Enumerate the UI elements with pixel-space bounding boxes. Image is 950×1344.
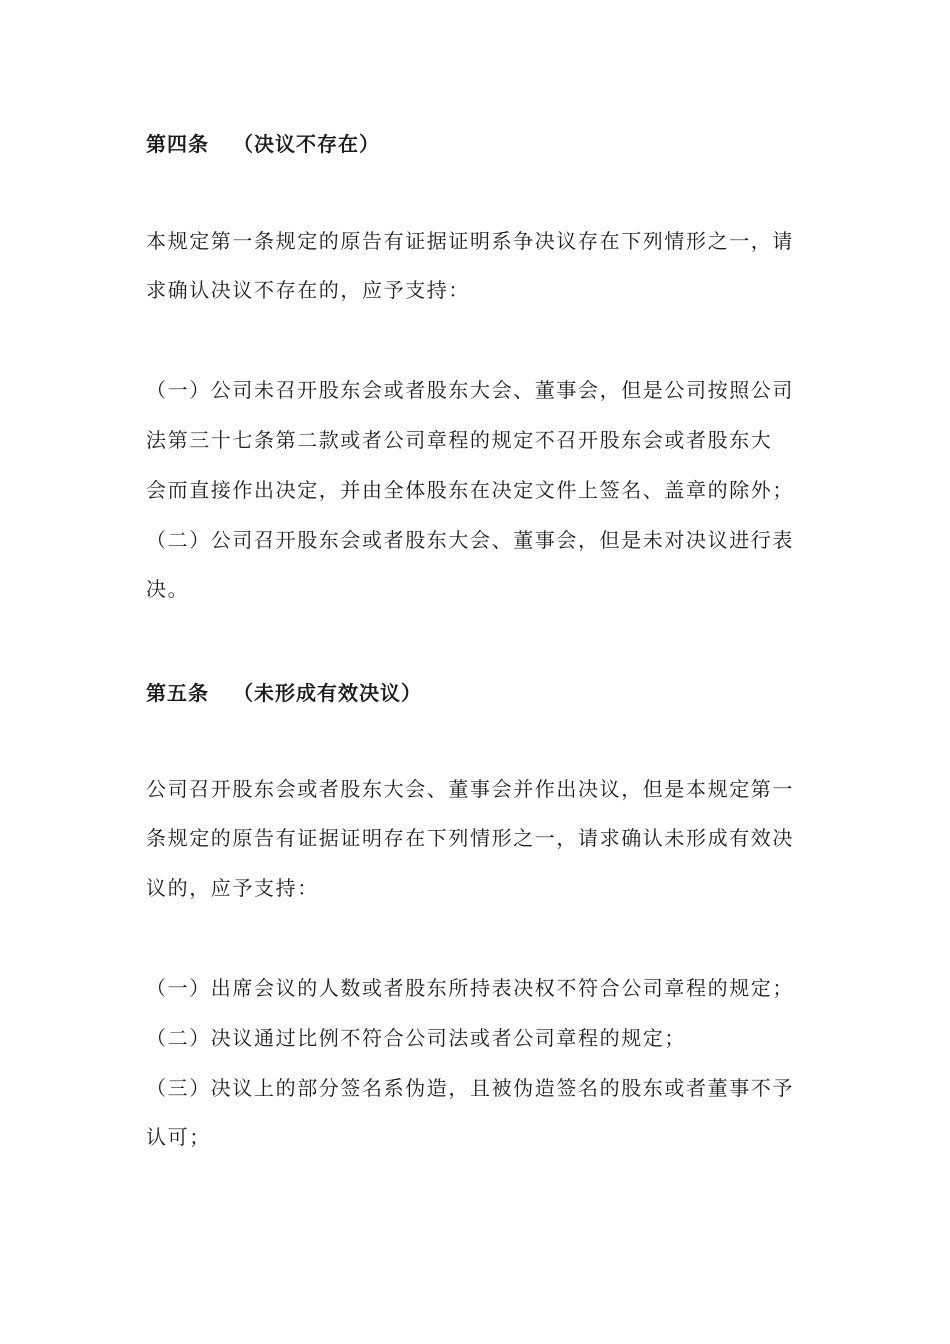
article-4-intro-line-2: 求确认决议不存在的，应予支持： [146,278,470,302]
article-5-item-line-3: （三）决议上的部分签名系伪造，且被伪造签名的股东或者董事不予 [146,1076,794,1100]
article-4-item-line-4: （二）公司召开股东会或者股东大会、董事会，但是未对决议进行表 [146,528,794,552]
article-5-item-line-1: （一）出席会议的人数或者股东所持表决权不符合公司章程的规定； [146,976,794,1000]
article-4-item-line-2: 法第三十七条第二款或者公司章程的规定不召开股东会或者股东大 [146,428,773,452]
article-5-intro-line-3: 议的，应予支持： [146,876,319,900]
article-4-intro-line-1: 本规定第一条规定的原告有证据证明系争决议存在下列情形之一，请 [146,229,794,253]
article-5-intro-line-2: 条规定的原告有证据证明存在下列情形之一，请求确认未形成有效决 [146,826,794,850]
article-4-item-line-1: （一）公司未召开股东会或者股东大会、董事会，但是公司按照公司 [146,378,794,402]
article-5-number: 第五条 [146,681,209,705]
article-4-number: 第四条 [146,132,209,156]
article-5-intro-line-1: 公司召开股东会或者股东大会、董事会并作出决议，但是本规定第一 [146,777,794,801]
article-4-heading: （决议不存在） [233,132,380,156]
article-5-item-line-2: （二）决议通过比例不符合公司法或者公司章程的规定； [146,1026,686,1050]
article-4-item-line-5: 决。 [146,577,190,601]
article-5-item-line-4: 认可； [146,1125,211,1149]
article-4-title [146,128,380,157]
article-5-title [146,677,422,706]
article-4-item-line-3: 会而直接作出决定，并由全体股东在决定文件上签名、盖章的除外； [146,478,794,502]
article-5-heading: （未形成有效决议） [233,681,422,705]
